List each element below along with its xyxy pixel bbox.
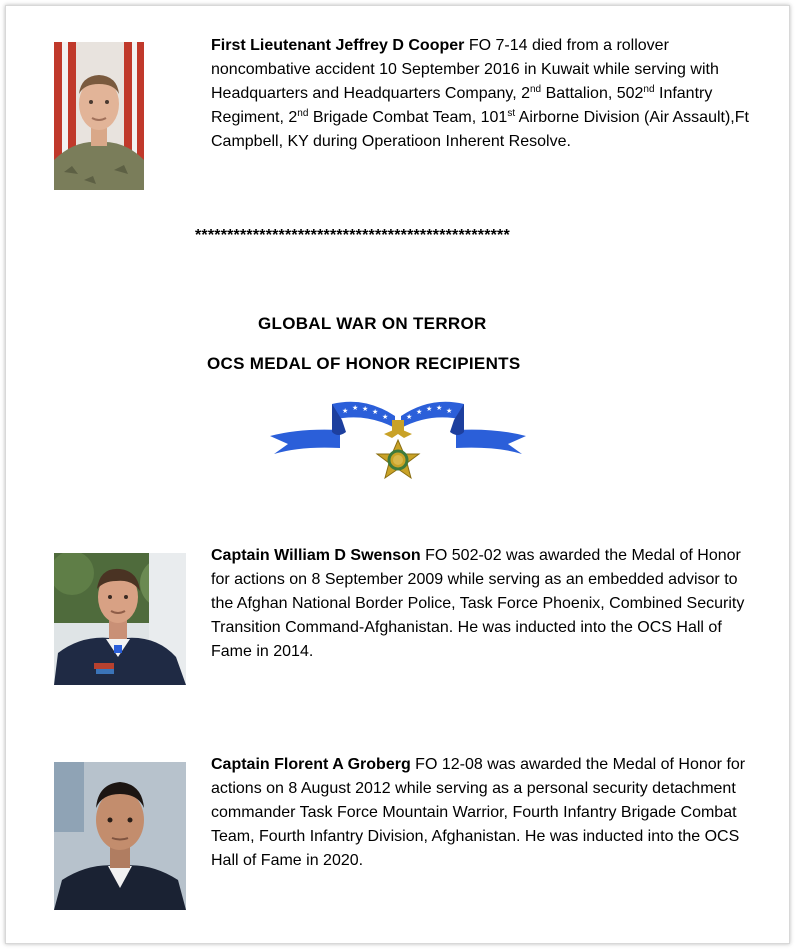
- entry-groberg: Captain Florent A Groberg FO 12-08 was awarded the Medal of Honor for actions on 8 August 2012 while serving as a personal security detachment commander Task Force Mountain Warrior, Fourth Infantry Brigade Combat Team, Fourth Infantry Division, Afghanistan. He was inducted into the OCS Hall of Fame in 2020.: [211, 756, 746, 869]
- svg-text:★: ★: [436, 404, 443, 412]
- entry-name: Captain William D Swenson: [211, 547, 421, 564]
- svg-text:★: ★: [406, 413, 413, 421]
- svg-text:★: ★: [446, 407, 453, 415]
- entry-name: Captain Florent A Groberg: [211, 756, 411, 773]
- svg-text:★: ★: [426, 405, 433, 413]
- heading-line1: GLOBAL WAR ON TERROR: [258, 314, 487, 333]
- heading-line2: OCS MEDAL OF HONOR RECIPIENTS: [207, 354, 521, 373]
- svg-text:★: ★: [416, 408, 423, 416]
- separator: *************************************************: [195, 227, 510, 244]
- svg-text:★: ★: [352, 404, 359, 412]
- entry-cooper: First Lieutenant Jeffrey D Cooper FO 7-14 died from a rollover noncombative accident 10 September 2016 in Kuwait while serving with Headquarters and Headquarters Company, 2nd Battalion, 502nd Infantry Regiment, 2nd Brigade Combat Team, 101st Airborne Division (Air Assault),Ft Campbell, KY during Operatioon Inherent Resolve.: [211, 37, 749, 150]
- svg-text:★: ★: [362, 405, 369, 413]
- portrait-swenson: [54, 553, 186, 685]
- svg-text:★: ★: [342, 407, 349, 415]
- medal-of-honor-icon: [270, 398, 526, 490]
- portrait-groberg: [54, 762, 186, 910]
- entry-swenson: Captain William D Swenson FO 502-02 was awarded the Medal of Honor for actions on 8 September 2009 while serving as an embedded advisor to the Afghan National Border Police, Task Force Phoenix, Combined Security Transition Command-Afghanistan. He was inducted into the OCS Hall of Fame in 2014.: [211, 547, 745, 660]
- portrait-cooper: [54, 42, 144, 190]
- svg-text:★: ★: [372, 408, 379, 416]
- entry-name: First Lieutenant Jeffrey D Cooper: [211, 37, 465, 54]
- svg-text:★: ★: [382, 413, 389, 421]
